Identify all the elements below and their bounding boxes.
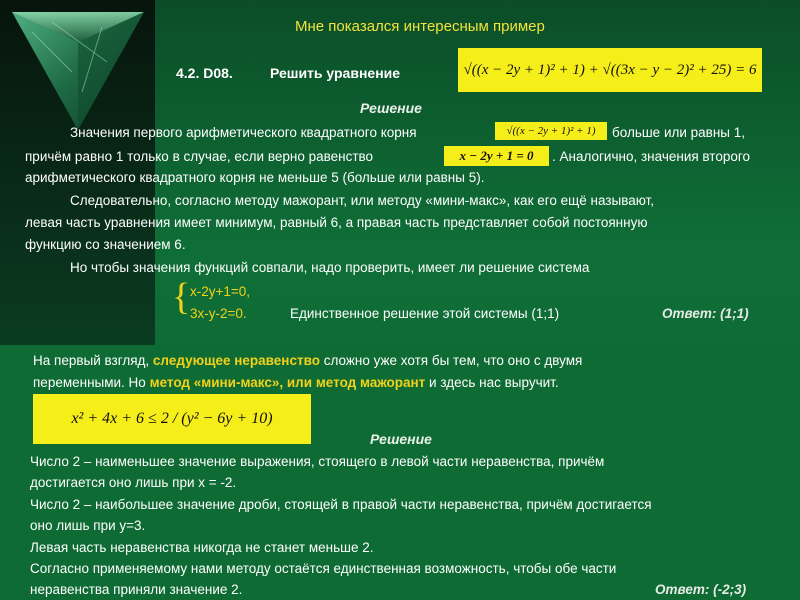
p1-line-a: Значения первого арифметического квадратного корня [70, 125, 417, 140]
system-eq-1: x-2y+1=0, [190, 284, 251, 299]
p4-line-2 [33, 374, 559, 391]
s2-line-4: оно лишь при y=3. [30, 518, 146, 533]
problem-task: Решить уравнение [270, 65, 401, 81]
main-equation-formula: √((x − 2y + 1)² + 1) + √((3x − y − 2)² + 25) = 6 [458, 48, 762, 92]
system-eq-2: 3x-y-2=0. [190, 306, 247, 321]
s2-line-3: Число 2 – наибольшее значение дроби, стоящей в правой части неравенства, причём достигается [30, 497, 652, 512]
p1-line-c: причём равно 1 только в случае, если верно равенство [25, 149, 374, 164]
p2-line-a: Следовательно, согласно методу мажорант, или методу «мини-макс», как его ещё называют, [70, 193, 654, 208]
s2-line-6: Согласно применяемому нами методу остаётся единственная возможность, чтобы обе части [30, 561, 617, 576]
first-sqrt-formula: √((x − 2y + 1)² + 1) [495, 122, 607, 140]
answer-1: Ответ: (1;1) [662, 306, 749, 321]
s2-line-7: неравенства приняли значение 2. [30, 582, 243, 597]
p1-line-e: арифметического квадратного корня не меньше 5 (больше или равны 5). [25, 170, 485, 185]
answer-2: Ответ: (-2;3) [655, 582, 747, 597]
p1-line-b: больше или равны 1, [612, 125, 746, 140]
p2-line-b: левая часть уравнения имеет минимум, равный 6, а правая часть представляет собой постоянную [25, 215, 648, 230]
problem-id: 4.2. D08. [176, 65, 233, 81]
s2-line-1: Число 2 – наименьшее значение выражения, стоящего в левой части неравенства, причём [30, 454, 605, 469]
equality-formula: x − 2y + 1 = 0 [444, 146, 549, 166]
system-brace: { [172, 276, 191, 318]
p4-highlight-c: метод «мини-макс», или метод мажорант [149, 375, 426, 390]
inequality-formula: x² + 4x + 6 ≤ 2 / (y² − 6y + 10) [33, 394, 311, 444]
p4-text-c: переменными. Но [33, 375, 146, 390]
p4-highlight-a: следующее неравенство [152, 353, 320, 368]
p2-line-c: функцию со значением 6. [25, 237, 186, 252]
slide-title: Мне показался интересным пример [295, 18, 545, 35]
p1-line-d: . Аналогично, значения второго [552, 149, 750, 164]
s2-line-2: достигается оно лишь при x = -2. [30, 475, 237, 490]
p4-text-a: На первый взгляд, [33, 353, 150, 368]
solution-heading-1: Решение [360, 100, 422, 116]
system-note: Единственное решение этой системы (1;1) [290, 306, 560, 321]
s2-line-5: Левая часть неравенства никогда не станет меньше 2. [30, 540, 374, 555]
p4-line-1 [33, 352, 582, 369]
p4-text-d: и здесь нас выручит. [429, 375, 559, 390]
triangle-gem-icon [12, 12, 144, 130]
p4-text-b: сложно уже хотя бы тем, что оно с двумя [323, 353, 583, 368]
solution-heading-2: Решение [370, 431, 432, 447]
p3-line: Но чтобы значения функций совпали, надо проверить, имеет ли решение система [70, 260, 590, 275]
